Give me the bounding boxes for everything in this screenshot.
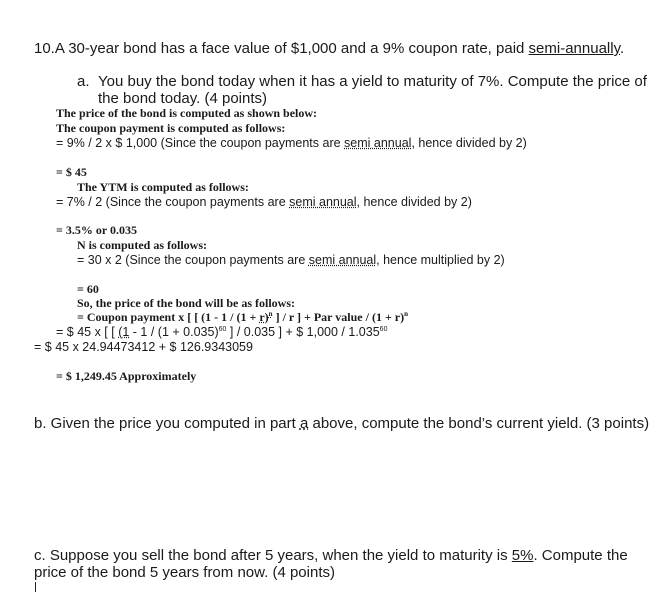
price-heading: The price of the bond is computed as shown below:	[56, 106, 318, 120]
ytm-heading: The YTM is computed as follows:	[77, 180, 249, 194]
price-formula: = Coupon payment x [ [ ($1 - 1 / (1 + r)^n$ ] / r ] + Par value / $(1 + r)^n$	[77, 310, 409, 324]
price-calc-line2: = $ 45 x 24.94473412 + $ 126.9343059	[34, 340, 253, 354]
part-a-label: a.	[77, 73, 90, 90]
semi-annual-term: semi annual	[308, 253, 377, 267]
coupon-heading: The coupon payment is computed as follows:	[56, 121, 286, 135]
part-c-line1: c. Suppose you sell the bond after 5 years, when the yield to maturity is 5%. Compute the	[34, 547, 628, 564]
n-calc: = 30 x 2 (Since the coupon payments are semi annual, hence multiplied by 2)	[77, 253, 505, 267]
semi-annual-term: semi annual	[289, 195, 357, 209]
coupon-result: = $ 45	[56, 165, 87, 179]
question-number: 10.	[34, 40, 55, 57]
part-c-line2: price of the bond 5 years from now. (4 points)	[34, 564, 335, 581]
n-heading: N is computed as follows:	[77, 238, 208, 252]
question-10: 10.A 30-year bond has a face value of $1,000 and a 9% coupon rate, paid semi-annually.	[34, 40, 625, 57]
price-calc-line1: = $ 45 x [ [ ($1 - 1 / (1 + 0.035)^{60}$ ] / 0.035 ] + $ 1,000 / 1.035$^{60}$	[56, 325, 388, 339]
part-b: b. Given the price you computed in part a above, compute the bond’s current yield. (3 points)	[34, 415, 650, 432]
ytm-result: = 3.5% or 0.035	[56, 223, 137, 237]
question-intro: A 30-year bond has a face value of $1,000 and a 9% coupon rate, paid	[54, 40, 529, 57]
coupon-calc: = 9% / 2 x $ 1,000 (Since the coupon payments are semi annual, hence divided by 2)	[56, 136, 527, 150]
text-cursor	[35, 582, 36, 592]
semi-annual-term: semi annual	[344, 136, 412, 150]
part-a-line1: You buy the bond today when it has a yield to maturity of 7%. Compute the price of	[98, 73, 647, 90]
so-price-heading: So, the price of the bond will be as follows:	[77, 296, 296, 310]
semi-annually-term: semi-annually	[528, 40, 620, 57]
part-a-line2: the bond today. (4 points)	[98, 90, 267, 107]
final-price: = $ 1,249.45 Approximately	[56, 369, 197, 383]
ytm-calc: = 7% / 2 (Since the coupon payments are semi annual, hence divided by 2)	[56, 195, 472, 209]
n-result: = 60	[77, 282, 99, 296]
